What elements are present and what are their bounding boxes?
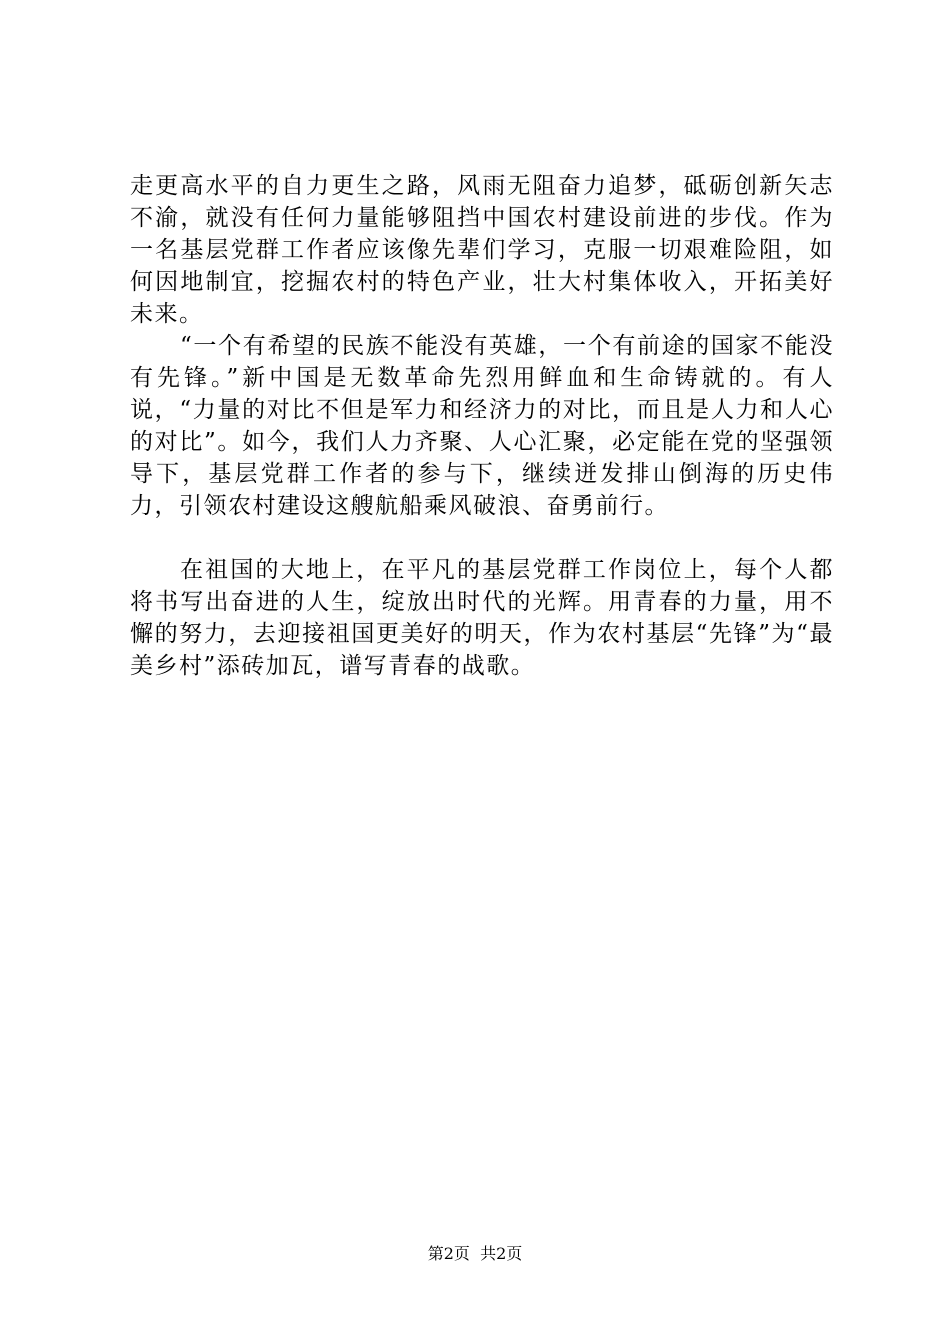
paragraph-pioneer-quote: “一个有希望的民族不能没有英雄，一个有前途的国家不能没有先锋。”新中国是无数革命先烈用鲜血和生命铸就的。有人说，“力量的对比不但是军力和经济力的对比，而且是人力和人心的对比”。如今，我们人力齐聚、人心汇聚，必定能在党的坚强领导下，基层党群工作者的参与下，继续迸发排山倒海的历史伟力，引领农村建设这艘航船乘风破浪、奋勇前行。	[130, 333, 834, 519]
paragraph-conclusion: 在祖国的大地上，在平凡的基层党群工作岗位上，每个人都将书写出奋进的人生，绽放出时代的光辉。用青春的力量，用不懈的努力，去迎接祖国更美好的明天，作为农村基层“先锋”为“最美乡村”添砖加瓦，谱写青春的战歌。	[130, 557, 834, 679]
document-body	[130, 170, 834, 682]
paragraph-continuation: 走更高水平的自力更生之路，风雨无阻奋力追梦，砥砺创新矢志不渝，就没有任何力量能够阻挡中国农村建设前进的步伐。作为一名基层党群工作者应该像先辈们学习，克服一切艰难险阻，如何因地制宜，挖掘农村的特色产业，壮大村集体收入，开拓美好未来。	[130, 173, 834, 327]
page-footer	[0, 1244, 950, 1264]
page-number-label: 第2页 共2页	[427, 1244, 523, 1263]
